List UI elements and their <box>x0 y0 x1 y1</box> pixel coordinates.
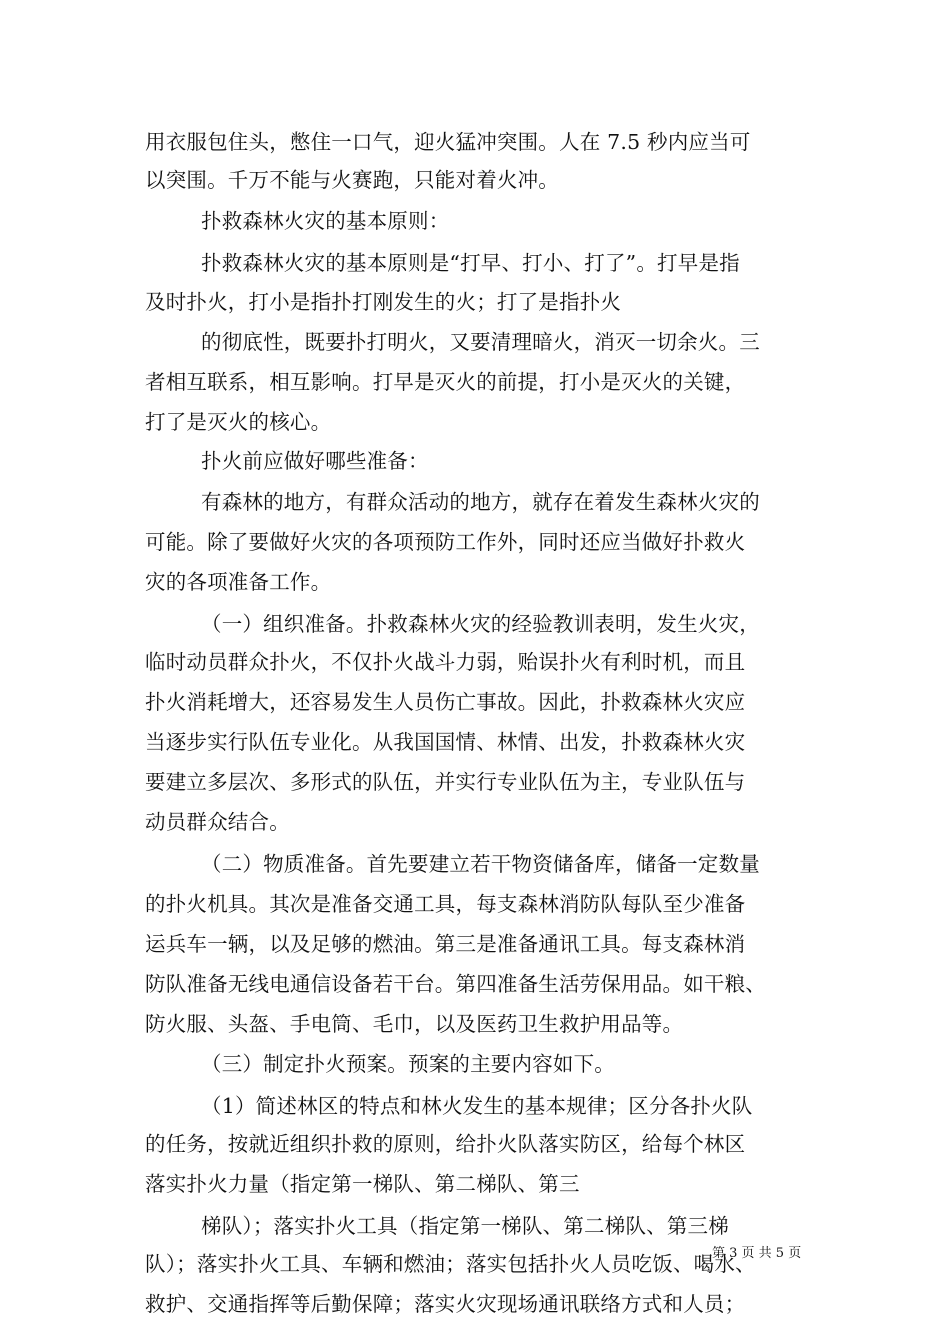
text-line: 当逐步实行队伍专业化。从我国国情、林情、出发，扑救森林火灾 <box>145 730 746 754</box>
text-line: （三）制定扑火预案。预案的主要内容如下。 <box>201 1052 615 1076</box>
text-line: 用衣服包住头，憋住一口气，迎火猛冲突围。人在 7.5 秒内应当可 <box>145 130 751 154</box>
text-line: 扑救森林火灾的基本原则是“打早、打小、打了”。打早是指 <box>201 251 740 275</box>
text-line: 可能。除了要做好火灾的各项预防工作外，同时还应当做好扑救火 <box>145 530 746 554</box>
text-line: 以突围。千万不能与火赛跑，只能对着火冲。 <box>145 168 559 192</box>
text-line: 防火服、头盔、手电筒、毛巾，以及医药卫生救护用品等。 <box>145 1012 684 1036</box>
text-line: 有森林的地方，有群众活动的地方，就存在着发生森林火灾的 <box>201 490 760 514</box>
text-line: 打了是灭火的核心。 <box>145 410 332 434</box>
text-line: 灾的各项准备工作。 <box>145 570 332 594</box>
text-line: 扑火消耗增大，还容易发生人员伤亡事故。因此，扑救森林火灾应 <box>145 690 746 714</box>
text-line: （1）简述林区的特点和林火发生的基本规律；区分各扑火队 <box>201 1094 753 1118</box>
text-line: 梯队）；落实扑火工具（指定第一梯队、第二梯队、第三梯 <box>201 1214 729 1238</box>
text-line: 落实扑火力量（指定第一梯队、第二梯队、第三 <box>145 1172 580 1196</box>
text-line: 救护、交通指挥等后勤保障；落实火灾现场通讯联络方式和人员； <box>145 1292 746 1316</box>
text-line: 要建立多层次、多形式的队伍，并实行专业队伍为主，专业队伍与 <box>145 770 746 794</box>
text-line: 临时动员群众扑火，不仅扑火战斗力弱，贻误扑火有利时机，而且 <box>145 650 746 674</box>
text-line: 扑火前应做好哪些准备： <box>201 449 429 473</box>
text-line: 的任务，按就近组织扑救的原则，给扑火队落实防区，给每个林区 <box>145 1132 746 1156</box>
text-line: 的扑火机具。其次是准备交通工具，每支森林消防队每队至少准备 <box>145 892 746 916</box>
text-line: 者相互联系，相互影响。打早是灭火的前提，打小是灭火的关键， <box>145 370 746 394</box>
text-line: 的彻底性，既要扑打明火，又要清理暗火，消灭一切余火。三 <box>201 330 760 354</box>
text-line: 防队准备无线电通信设备若干台。第四准备生活劳保用品。如干粮、 <box>145 972 766 996</box>
text-line: 动员群众结合。 <box>145 810 290 834</box>
text-line: 队）；落实扑火工具、车辆和燃油；落实包括扑火人员吃饭、喝水、 <box>145 1252 756 1276</box>
text-line: （二）物质准备。首先要建立若干物资储备库，储备一定数量 <box>201 852 760 876</box>
text-line: 及时扑火，打小是指扑打刚发生的火；打了是指扑火 <box>145 290 622 314</box>
text-line: （一）组织准备。扑救森林火灾的经验教训表明，发生火灾， <box>201 612 760 636</box>
page-footer: 第 3 页 共 5 页 <box>712 1246 802 1261</box>
text-line: 运兵车一辆，以及足够的燃油。第三是准备通讯工具。每支森林消 <box>145 932 746 956</box>
text-line: 扑救森林火灾的基本原则： <box>201 209 450 233</box>
